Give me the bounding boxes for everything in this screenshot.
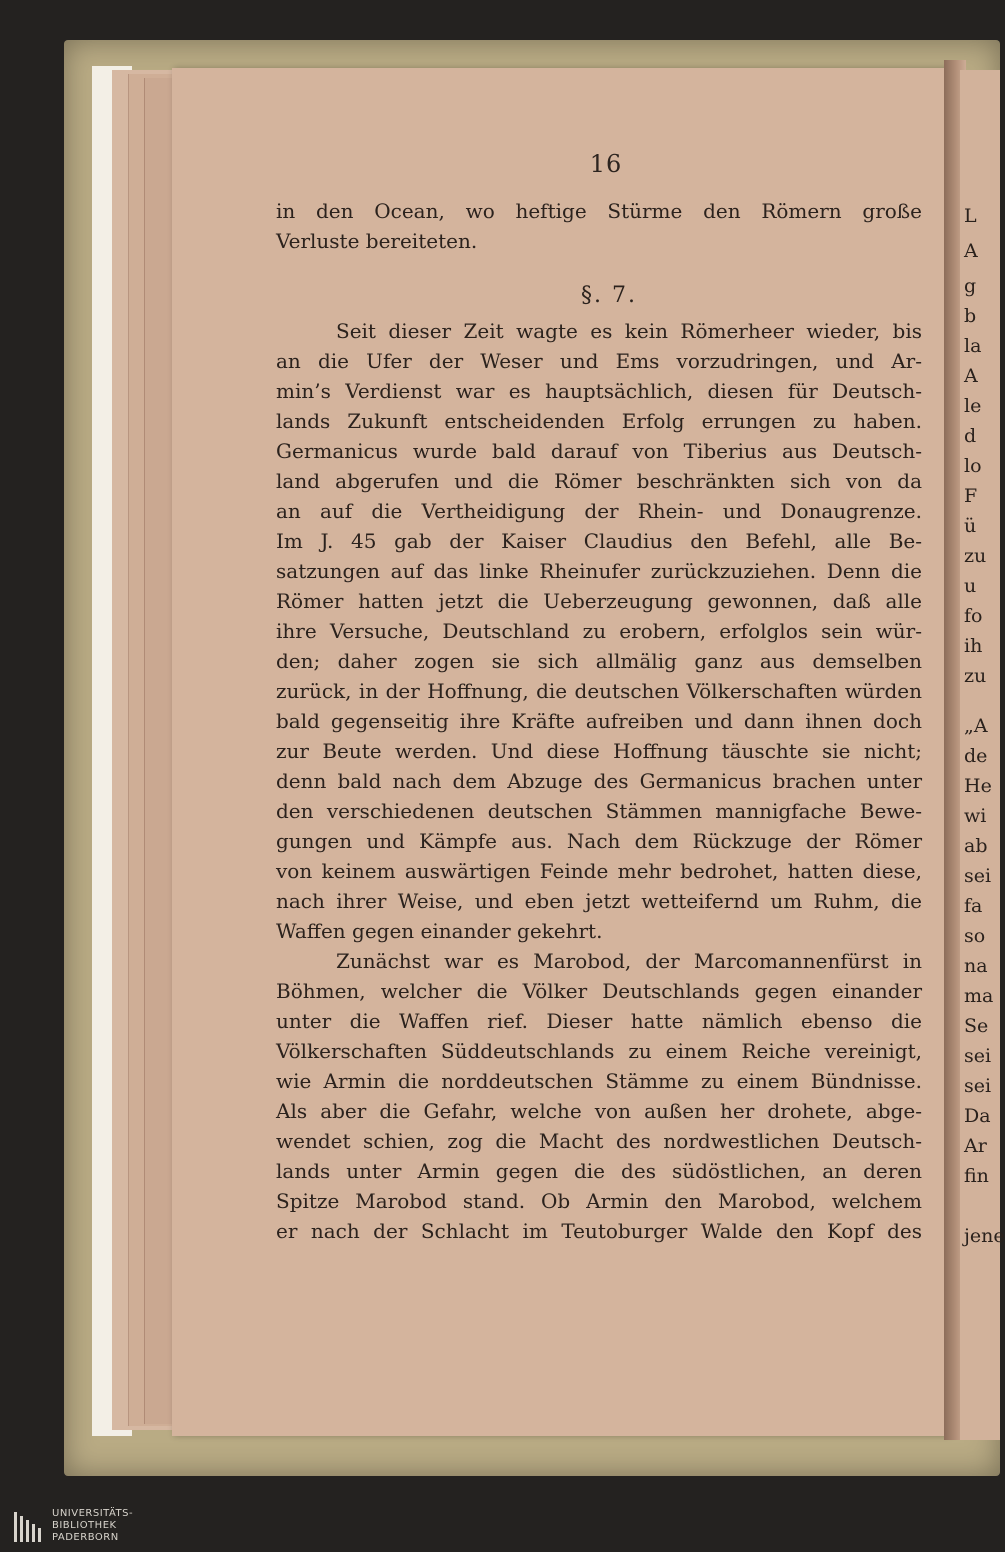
facing-page-fragment: sei xyxy=(964,865,992,887)
text-line: lands unter Armin gegen die des südöstlichen, an deren xyxy=(276,1159,922,1183)
library-logo-text xyxy=(52,1508,133,1544)
facing-page xyxy=(960,70,1005,1440)
facing-page-fragment: F xyxy=(964,485,978,507)
library-logo-icon xyxy=(12,1510,46,1544)
text-line: zurück, in der Hoffnung, die deutschen Völkerschaften würden xyxy=(276,679,922,703)
text-line: unter die Waffen rief. Dieser hatte nämlich ebenso die xyxy=(276,1009,922,1033)
text-line: wendet schien, zog die Macht des nordwestlichen Deutsch- xyxy=(276,1129,922,1153)
text-line: zur Beute werden. Und diese Hoffnung täuschte sie nicht; xyxy=(276,739,922,763)
text-line: den; daher zogen sie sich allmälig ganz aus demselben xyxy=(276,649,922,673)
text-line: Zunächst war es Marobod, der Marcomannenfürst in xyxy=(336,949,922,973)
text-line: ihre Versuche, Deutschland zu erobern, erfolglos sein wür- xyxy=(276,619,922,643)
facing-page-fragment: Da xyxy=(964,1105,991,1127)
text-line: Waffen gegen einander gekehrt. xyxy=(276,919,603,943)
section-heading: §. 7. xyxy=(581,283,637,308)
library-logo-line: PADERBORN xyxy=(52,1532,119,1543)
facing-page-fragment: ih xyxy=(964,635,983,657)
facing-page-fragment: Se xyxy=(964,1015,989,1037)
facing-page-fragment: d xyxy=(964,425,977,447)
text-line: Römer hatten jetzt die Ueberzeugung gewonnen, daß alle xyxy=(276,589,922,613)
text-line: Im J. 45 gab der Kaiser Claudius den Befehl, alle Be- xyxy=(276,529,922,553)
page-number: 16 xyxy=(589,150,623,178)
facing-page-fragment: la xyxy=(964,335,982,357)
facing-page-fragment: zu xyxy=(964,665,987,687)
facing-page-fragment: A xyxy=(964,240,978,262)
facing-page-fragment: ma xyxy=(964,985,994,1007)
facing-page-fragment: A xyxy=(964,365,978,387)
facing-page-fragment: na xyxy=(964,955,988,977)
facing-page-fragment: jene xyxy=(964,1225,1005,1247)
text-line: bald gegenseitig ihre Kräfte aufreiben und dann ihnen doch xyxy=(276,709,922,733)
facing-page-fragment: fa xyxy=(964,895,983,917)
facing-page-fragment: u xyxy=(964,575,977,597)
text-line: Verluste bereiteten. xyxy=(276,229,478,253)
facing-page-fragment: zu xyxy=(964,545,987,567)
facing-page-fragment: ab xyxy=(964,835,988,857)
footer-bar xyxy=(0,1500,1000,1552)
text-line: in den Ocean, wo heftige Stürme den Römern große xyxy=(276,199,922,223)
facing-page-fragment: le xyxy=(964,395,982,417)
text-line: Als aber die Gefahr, welche von außen her drohete, abge- xyxy=(276,1099,922,1123)
text-line: satzungen auf das linke Rheinufer zurückzuziehen. Denn die xyxy=(276,559,922,583)
text-line: an auf die Vertheidigung der Rhein- und Donaugrenze. xyxy=(276,499,922,523)
text-line: Böhmen, welcher die Völker Deutschlands gegen einander xyxy=(276,979,922,1003)
facing-page-fragment: lo xyxy=(964,455,982,477)
facing-page-fragment: sei xyxy=(964,1045,992,1067)
body-text xyxy=(276,196,922,1296)
facing-page-fragment: de xyxy=(964,745,988,767)
text-line: lands Zukunft entscheidenden Erfolg errungen zu haben. xyxy=(276,409,922,433)
text-line: Germanicus wurde bald darauf von Tiberius aus Deutsch- xyxy=(276,439,922,463)
text-line: er nach der Schlacht im Teutoburger Walde den Kopf des xyxy=(276,1219,922,1243)
library-logo-line: UNIVERSITÄTS- xyxy=(52,1508,134,1519)
text-line: an die Ufer der Weser und Ems vorzudringen, und Ar- xyxy=(276,349,922,373)
text-line: denn bald nach dem Abzuge des Germanicus brachen unter xyxy=(276,769,922,793)
facing-page-fragment: g xyxy=(964,275,977,297)
facing-page-fragment: sei xyxy=(964,1075,992,1097)
facing-page-fragment: fin xyxy=(964,1165,989,1187)
text-line: wie Armin die norddeutschen Stämme zu einem Bündnisse. xyxy=(276,1069,922,1093)
text-line: Völkerschaften Süddeutschlands zu einem Reiche vereinigt, xyxy=(276,1039,922,1063)
text-line: min’s Verdienst war es hauptsächlich, diesen für Deutsch- xyxy=(276,379,922,403)
text-line: gungen und Kämpfe aus. Nach dem Rückzuge der Römer xyxy=(276,829,922,853)
facing-page-fragment: „A xyxy=(964,715,988,737)
text-line: Spitze Marobod stand. Ob Armin den Marobod, welchem xyxy=(276,1189,922,1213)
text-line: den verschiedenen deutschen Stämmen mannigfache Bewe- xyxy=(276,799,922,823)
facing-page-fragment: ü xyxy=(964,515,977,537)
facing-page-fragment: Ar xyxy=(964,1135,987,1157)
facing-page-fragment: so xyxy=(964,925,986,947)
facing-page-fragment: fo xyxy=(964,605,983,627)
facing-page-fragment: wi xyxy=(964,805,987,827)
facing-page-fragment: b xyxy=(964,305,977,327)
facing-page-fragment: He xyxy=(964,775,992,797)
text-line: land abgerufen und die Römer beschränkten sich von da xyxy=(276,469,922,493)
library-logo-line: BIBLIOTHEK xyxy=(52,1520,117,1531)
facing-page-fragment: L xyxy=(964,205,977,227)
text-line: Seit dieser Zeit wagte es kein Römerheer wieder, bis xyxy=(336,319,922,343)
text-line: nach ihrer Weise, und eben jetzt wetteifernd um Ruhm, die xyxy=(276,889,922,913)
text-line: von keinem auswärtigen Feinde mehr bedrohet, hatten diese, xyxy=(276,859,922,883)
